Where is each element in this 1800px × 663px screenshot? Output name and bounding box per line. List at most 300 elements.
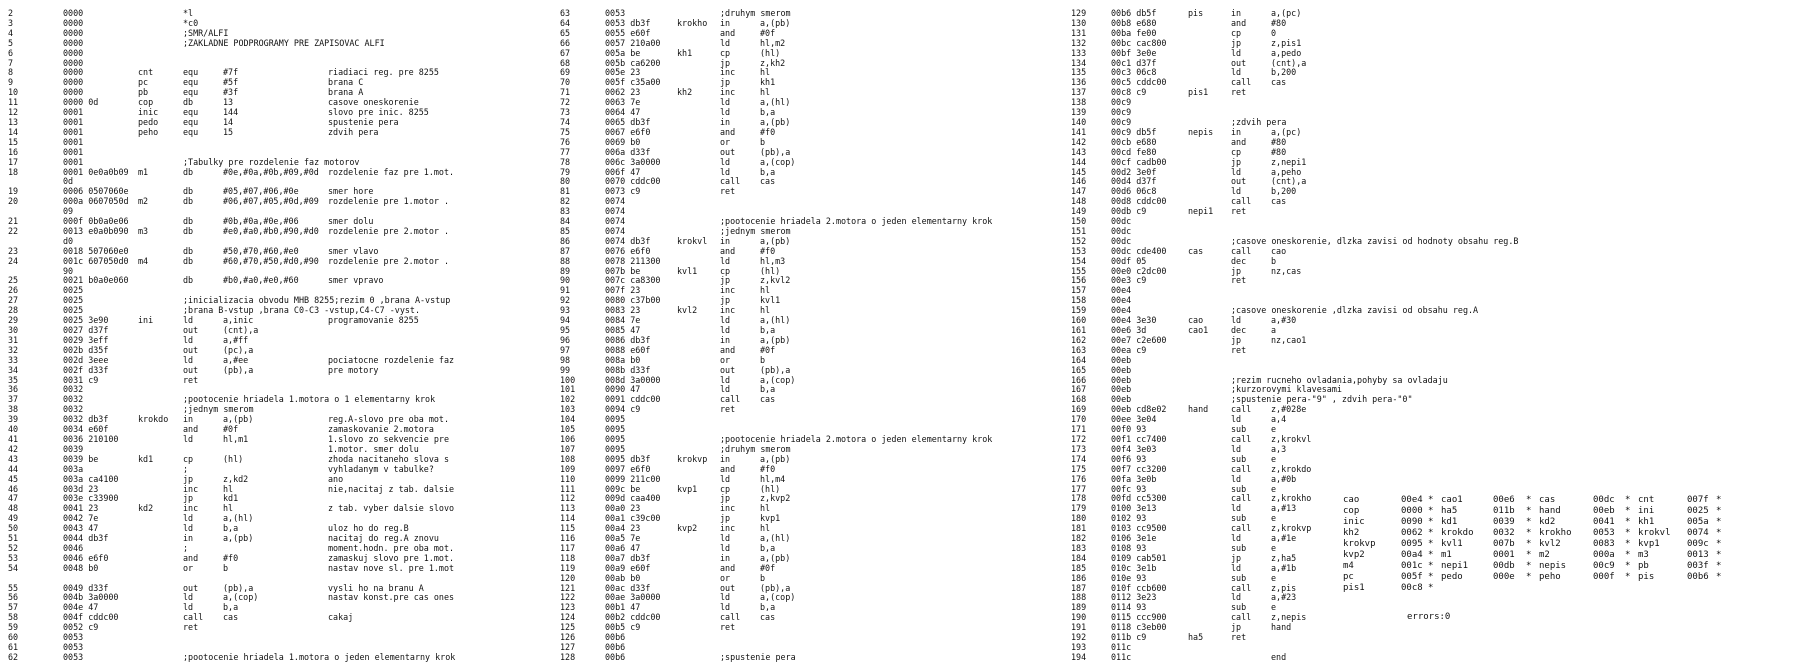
symbol-value: 005a <box>1687 517 1709 527</box>
mnemonic: call <box>1231 245 1252 256</box>
symbol-separator: * <box>1526 550 1532 560</box>
mnemonic: sub <box>1231 424 1247 435</box>
mnemonic: ;pootocenie hriadela 2.motora o jeden elementarny krok <box>720 433 993 444</box>
symbol-separator: * <box>1625 561 1631 571</box>
line-number: 40 <box>8 424 19 435</box>
operand: z,krokvp <box>1271 523 1312 534</box>
mnemonic: sub <box>1231 513 1247 524</box>
symbol-separator: * <box>1526 495 1532 505</box>
address-code: 005b ca6200 <box>605 57 661 68</box>
symbol-separator: * <box>1526 539 1532 549</box>
address-code: 004b 3a0000 <box>63 592 119 603</box>
line-number: 23 <box>8 245 19 256</box>
mnemonic: ;inicializacia obvodu MHB 8255;rezim 0 ,brana A-vstup <box>183 295 451 306</box>
line-number: 153 <box>1071 245 1087 256</box>
address-code: 0088 e60f <box>605 344 651 355</box>
label: kvp1 <box>677 483 698 494</box>
mnemonic: ld <box>1231 47 1242 58</box>
line-number: 56 <box>8 592 19 603</box>
operand: #0e,#0a,#0b,#09,#0d <box>223 166 319 177</box>
mnemonic: jp <box>720 513 731 524</box>
address-code: 006f 47 <box>605 166 641 177</box>
symbol-value: 007b <box>1493 539 1515 549</box>
line-number: 143 <box>1071 146 1087 157</box>
symbol-name: krokdo <box>1441 528 1474 538</box>
operand: #05,#07,#06,#0e <box>223 186 299 197</box>
symbol-name: m1 <box>1441 550 1452 560</box>
address-code: 0112 3e23 <box>1111 592 1157 603</box>
mnemonic: out <box>720 582 736 593</box>
operand: 15 <box>223 126 234 137</box>
operand: #06,#07,#05,#0d,#09 <box>223 196 319 207</box>
operand: #b0,#a0,#e0,#60 <box>223 275 299 286</box>
symbol-value: 0025 <box>1687 506 1709 516</box>
mnemonic: db <box>183 166 194 177</box>
operand: (cnt),a <box>223 325 259 335</box>
address-code: 00cd fe80 <box>1111 146 1157 157</box>
comment: smer vpravo <box>328 275 384 286</box>
operand: #f0 <box>760 463 776 474</box>
mnemonic: sub <box>1231 542 1247 553</box>
line-number: 76 <box>560 136 571 147</box>
address-code: 0031 c9 <box>63 374 99 385</box>
label: pedo <box>138 116 159 127</box>
operand: hl,m4 <box>760 473 786 484</box>
operand: z,kh2 <box>760 57 786 68</box>
address-code: 00e4 3e30 <box>1111 315 1157 326</box>
operand: b <box>1271 255 1277 266</box>
line-number: 114 <box>560 513 576 524</box>
address-code: 009d caa400 <box>605 493 661 504</box>
mnemonic: ld <box>183 334 194 345</box>
comment: programovanie 8255 <box>328 315 419 326</box>
line-number: 49 <box>8 513 19 524</box>
mnemonic: inc <box>720 523 736 534</box>
operand: (hl) <box>760 47 781 58</box>
line-number: 167 <box>1071 384 1087 395</box>
comment: nastav konst.pre cas ones <box>328 592 455 603</box>
operand: a,(pb) <box>223 414 254 425</box>
address-code: 0100 3e13 <box>1111 503 1157 514</box>
operand: e <box>1271 513 1277 524</box>
symbol-separator: * <box>1625 495 1631 505</box>
mnemonic: call <box>1231 612 1252 623</box>
address-code: 008d 3a0000 <box>605 374 661 385</box>
mnemonic: ret <box>720 622 736 633</box>
symbol-value: 000e <box>1493 572 1515 582</box>
symbol-value: 0013 <box>1687 550 1709 560</box>
line-number: 131 <box>1071 27 1087 38</box>
address-code: 0063 7e <box>605 97 641 108</box>
mnemonic: out <box>183 344 199 355</box>
symbol-name: m3 <box>1638 550 1649 560</box>
line-number: 7 <box>8 57 14 68</box>
address-code: 0044 db3f <box>63 533 109 544</box>
line-number: 78 <box>560 156 571 167</box>
line-number: 92 <box>560 295 571 306</box>
operand: b,a <box>760 325 776 335</box>
operand: cao <box>1271 245 1287 256</box>
line-number: 84 <box>560 216 571 227</box>
line-number: 46 <box>8 483 19 494</box>
mnemonic: in <box>183 533 194 544</box>
mnemonic: ld <box>720 166 731 177</box>
symbol-value: 0001 <box>1493 550 1515 560</box>
mnemonic: ld <box>183 315 194 326</box>
label: pis <box>1188 8 1204 18</box>
mnemonic: ;ZAKLADNE PODPROGRAMY PRE ZAPISOVAC ALFI <box>183 37 385 48</box>
mnemonic: jp <box>720 295 731 306</box>
comment: rozdelenie faz pre 1.mot. <box>328 166 455 177</box>
mnemonic: cp <box>1231 146 1242 157</box>
mnemonic: or <box>720 572 731 583</box>
operand: z,kvp2 <box>760 493 791 504</box>
mnemonic: db <box>183 245 194 256</box>
label: krokdo <box>138 414 169 425</box>
mnemonic: out <box>1231 57 1247 68</box>
symbol-value: 00a4 <box>1401 550 1423 560</box>
operand: #7f <box>223 67 239 78</box>
line-number: 13 <box>8 116 19 127</box>
address-code: 00dc <box>1111 235 1132 246</box>
address-code: 00eb <box>1111 374 1132 385</box>
address-code: 00b6 <box>605 651 626 662</box>
comment: rozdelenie pre 1.motor . <box>328 196 450 207</box>
line-number: 93 <box>560 305 571 316</box>
symbol-value: 011b <box>1493 506 1515 516</box>
operand: 14 <box>223 116 234 127</box>
symbol-value: 00c8 <box>1401 583 1423 593</box>
mnemonic: cp <box>720 47 731 58</box>
symbol-separator: * <box>1428 528 1434 538</box>
mnemonic: ret <box>1231 87 1247 98</box>
symbol-separator: * <box>1428 517 1434 527</box>
operand: nz,cao1 <box>1271 334 1307 345</box>
mnemonic: db <box>183 275 194 286</box>
mnemonic: call <box>720 394 741 405</box>
line-number: 94 <box>560 315 571 326</box>
mnemonic: ld <box>720 315 731 326</box>
symbol-separator: * <box>1716 495 1722 505</box>
mnemonic: ; <box>183 542 189 553</box>
mnemonic: ld <box>720 533 731 544</box>
line-number: 104 <box>560 414 576 425</box>
operand: (pb),a <box>760 364 791 375</box>
line-number: 162 <box>1071 334 1087 345</box>
address-code: 00ac d33f <box>605 582 651 593</box>
mnemonic: and <box>720 245 736 256</box>
line-number: 80 <box>560 176 571 187</box>
line-number: 103 <box>560 404 576 415</box>
address-code: 002d 3eee <box>63 354 109 365</box>
symbol-value: 0095 <box>1401 539 1423 549</box>
line-number: 194 <box>1071 651 1087 662</box>
address-code: 0095 <box>605 433 626 444</box>
symbol-value: 0000 <box>1401 506 1423 516</box>
address-code: 0d <box>63 176 74 187</box>
mnemonic: ret <box>1231 206 1247 217</box>
mnemonic: ld <box>720 592 731 603</box>
mnemonic: db <box>183 225 194 236</box>
operand: a,#0b <box>1271 473 1297 484</box>
mnemonic: jp <box>720 275 731 286</box>
mnemonic: call <box>1231 463 1252 474</box>
line-number: 129 <box>1071 8 1087 18</box>
mnemonic: ld <box>720 156 731 167</box>
mnemonic: ;pootocenie hriadela 1.motora o jeden elementarny krok <box>183 651 456 662</box>
address-code: 0090 47 <box>605 384 641 395</box>
operand: a,inic <box>223 315 254 326</box>
address-code: 002b d35f <box>63 344 109 355</box>
symbol-separator: * <box>1428 583 1434 593</box>
label: nepis <box>1188 126 1214 137</box>
symbol-name: nepis <box>1539 561 1567 571</box>
address-code: 00b1 47 <box>605 602 641 613</box>
line-number: 123 <box>560 602 576 613</box>
operand: cas <box>1271 77 1287 88</box>
line-number: 57 <box>8 602 19 613</box>
operand: a,3 <box>1271 443 1287 454</box>
address-code: 00a9 e60f <box>605 562 651 573</box>
line-number: 184 <box>1071 552 1087 563</box>
operand: a,(pb) <box>760 552 791 563</box>
mnemonic: jp <box>720 493 731 504</box>
line-number: 38 <box>8 404 19 415</box>
mnemonic: in <box>720 116 731 127</box>
mnemonic: equ <box>183 126 199 137</box>
line-number: 8 <box>8 67 14 78</box>
line-number: 74 <box>560 116 571 127</box>
symbol-separator: * <box>1716 539 1722 549</box>
operand: a,peho <box>1271 166 1302 177</box>
symbol-name: kvp1 <box>1638 539 1660 549</box>
address-code: 0074 <box>605 196 626 207</box>
line-number: 21 <box>8 216 19 227</box>
symbol-value: 0032 <box>1493 528 1515 538</box>
label: krokvp <box>677 453 708 464</box>
line-number: 24 <box>8 255 19 266</box>
operand: #f0 <box>760 245 776 256</box>
address-code: 0057 210a00 <box>605 37 661 48</box>
line-number: 160 <box>1071 315 1087 326</box>
address-code: 008b d33f <box>605 364 651 375</box>
line-number: 110 <box>560 473 576 484</box>
operand: #f0 <box>760 126 776 137</box>
line-number: 70 <box>560 77 571 88</box>
operand: b,a <box>223 523 239 534</box>
mnemonic: jp <box>1231 334 1242 345</box>
operand: b,a <box>760 384 776 395</box>
comment: riadiaci reg. pre 8255 <box>328 67 439 78</box>
operand: (hl) <box>223 453 244 464</box>
address-code: 0001 <box>63 107 84 118</box>
mnemonic: cp <box>183 453 194 464</box>
symbol-separator: * <box>1625 539 1631 549</box>
address-code: 0001 0e0a0b09 <box>63 166 129 177</box>
symbol-value: 001c <box>1401 561 1423 571</box>
address-code: 00e3 c9 <box>1111 275 1147 286</box>
symbol-value: 000f <box>1593 572 1615 582</box>
line-number: 3 <box>8 17 14 28</box>
operand: a,(pb) <box>760 235 791 246</box>
address-code: 0032 <box>63 394 84 405</box>
operand: a,(pb) <box>760 17 791 28</box>
address-code: 0084 7e <box>605 315 641 326</box>
address-code: 0103 cc9500 <box>1111 523 1167 534</box>
line-number: 157 <box>1071 285 1087 296</box>
line-number: 11 <box>8 97 19 108</box>
line-number: 174 <box>1071 453 1087 464</box>
line-number: 179 <box>1071 503 1087 514</box>
line-number: 150 <box>1071 216 1087 227</box>
label: cnt <box>138 67 154 78</box>
address-code: 00a0 23 <box>605 503 641 514</box>
symbol-value: 009c <box>1687 539 1709 549</box>
address-code: 0064 47 <box>605 107 641 118</box>
address-code: 0000 <box>63 37 84 48</box>
mnemonic: db <box>183 255 194 266</box>
line-number: 20 <box>8 196 19 207</box>
address-code: 00fd cc5300 <box>1111 493 1167 504</box>
line-number: 127 <box>560 642 576 652</box>
line-number: 45 <box>8 473 19 484</box>
line-number: 75 <box>560 126 571 137</box>
symbol-name: ha5 <box>1441 506 1458 516</box>
operand: a,(hl) <box>760 315 791 326</box>
line-number: 185 <box>1071 562 1087 573</box>
line-number: 139 <box>1071 107 1087 118</box>
operand: z,pis1 <box>1271 37 1302 48</box>
mnemonic: *l <box>183 8 194 18</box>
address-code: 00db c9 <box>1111 206 1147 217</box>
line-number: 77 <box>560 146 571 157</box>
address-code: 0006 0507060e <box>63 186 129 197</box>
address-code: 0001 <box>63 136 84 147</box>
label: m4 <box>138 255 149 266</box>
line-number: 193 <box>1071 642 1087 652</box>
mnemonic: inc <box>720 305 736 316</box>
operand: z,ha5 <box>1271 552 1297 563</box>
address-code: 0032 db3f <box>63 414 109 425</box>
mnemonic: ld <box>1231 315 1242 326</box>
address-code: 00c9 <box>1111 116 1132 127</box>
line-number: 82 <box>560 196 571 207</box>
mnemonic: ;rezim rucneho ovladania,pohyby sa ovladaju <box>1231 374 1448 385</box>
line-number: 6 <box>8 47 14 58</box>
line-number: 52 <box>8 542 19 553</box>
line-number: 96 <box>560 334 571 345</box>
line-number: 125 <box>560 622 576 633</box>
operand: cas <box>760 176 776 187</box>
comment: ano <box>328 473 344 484</box>
mnemonic: sub <box>1231 572 1247 583</box>
operand: a,#1e <box>1271 533 1297 544</box>
address-code: 00eb <box>1111 354 1132 365</box>
line-number: 130 <box>1071 17 1087 28</box>
mnemonic: ;Tabulky pre rozdelenie faz motorov <box>183 156 360 167</box>
comment: nie,nacitaj z tab. dalsie <box>328 483 455 494</box>
address-code: 0029 3eff <box>63 334 109 345</box>
comment: smer vlavo <box>328 245 379 256</box>
line-number: 151 <box>1071 225 1087 236</box>
operand: hl <box>760 285 771 296</box>
operand: #3f <box>223 87 239 98</box>
address-code: 0000 <box>63 27 84 38</box>
mnemonic: ld <box>720 325 731 335</box>
address-code: 0001 <box>63 156 84 167</box>
symbol-value: 00b6 <box>1687 572 1709 582</box>
operand: (cnt),a <box>1271 57 1307 68</box>
line-number: 113 <box>560 503 576 514</box>
address-code: 0048 b0 <box>63 562 99 573</box>
address-code: 00d6 06c8 <box>1111 186 1157 197</box>
operand: a,(pb) <box>223 533 254 544</box>
symbol-separator: * <box>1625 517 1631 527</box>
line-number: 171 <box>1071 424 1087 435</box>
mnemonic: ;jednym smerom <box>720 225 791 236</box>
line-number: 44 <box>8 463 19 474</box>
symbol-name: cas <box>1539 495 1556 505</box>
line-number: 64 <box>560 17 571 28</box>
address-code: 0052 c9 <box>63 622 99 633</box>
mnemonic: and <box>183 424 199 435</box>
operand: z,kd2 <box>223 473 249 484</box>
line-number: 152 <box>1071 235 1087 246</box>
address-code: 0078 211300 <box>605 255 661 266</box>
mnemonic: jp <box>183 473 194 484</box>
line-number: 19 <box>8 186 19 197</box>
address-code: 0086 db3f <box>605 334 651 345</box>
operand: b,a <box>760 166 776 177</box>
line-number: 43 <box>8 453 19 464</box>
line-number: 12 <box>8 107 19 118</box>
operand: hl,m1 <box>223 433 249 444</box>
address-code: 0065 db3f <box>605 116 651 127</box>
line-number: 28 <box>8 305 19 316</box>
symbol-name: cao <box>1343 495 1360 505</box>
address-code: 011c <box>1111 642 1132 652</box>
operand: z,kvl2 <box>760 275 791 286</box>
operand: e <box>1271 453 1277 464</box>
symbol-name: nepi1 <box>1441 561 1469 571</box>
symbol-name: pedo <box>1441 572 1463 582</box>
mnemonic: ld <box>183 513 194 524</box>
mnemonic: db <box>183 196 194 207</box>
symbol-name: cop <box>1343 506 1360 516</box>
symbol-name: cnt <box>1638 495 1655 505</box>
address-code: 0062 23 <box>605 87 641 98</box>
label: pc <box>138 77 149 88</box>
line-number: 165 <box>1071 364 1087 375</box>
mnemonic: ld <box>183 523 194 534</box>
line-number: 91 <box>560 285 571 296</box>
symbol-value: 000a <box>1593 550 1615 560</box>
operand: cas <box>760 394 776 405</box>
address-code: 0018 507060e0 <box>63 245 129 256</box>
operand: a,(hl) <box>760 97 791 108</box>
symbol-separator: * <box>1716 550 1722 560</box>
mnemonic: ld <box>183 602 194 613</box>
line-number: 66 <box>560 37 571 48</box>
symbol-value: 0062 <box>1401 528 1423 538</box>
mnemonic: ld <box>720 473 731 484</box>
address-code: 0095 <box>605 443 626 454</box>
line-number: 67 <box>560 47 571 58</box>
address-code: 09 <box>63 206 74 217</box>
line-number: 17 <box>8 156 19 167</box>
label: krokvl <box>677 235 708 246</box>
address-code: 0046 <box>63 542 84 553</box>
